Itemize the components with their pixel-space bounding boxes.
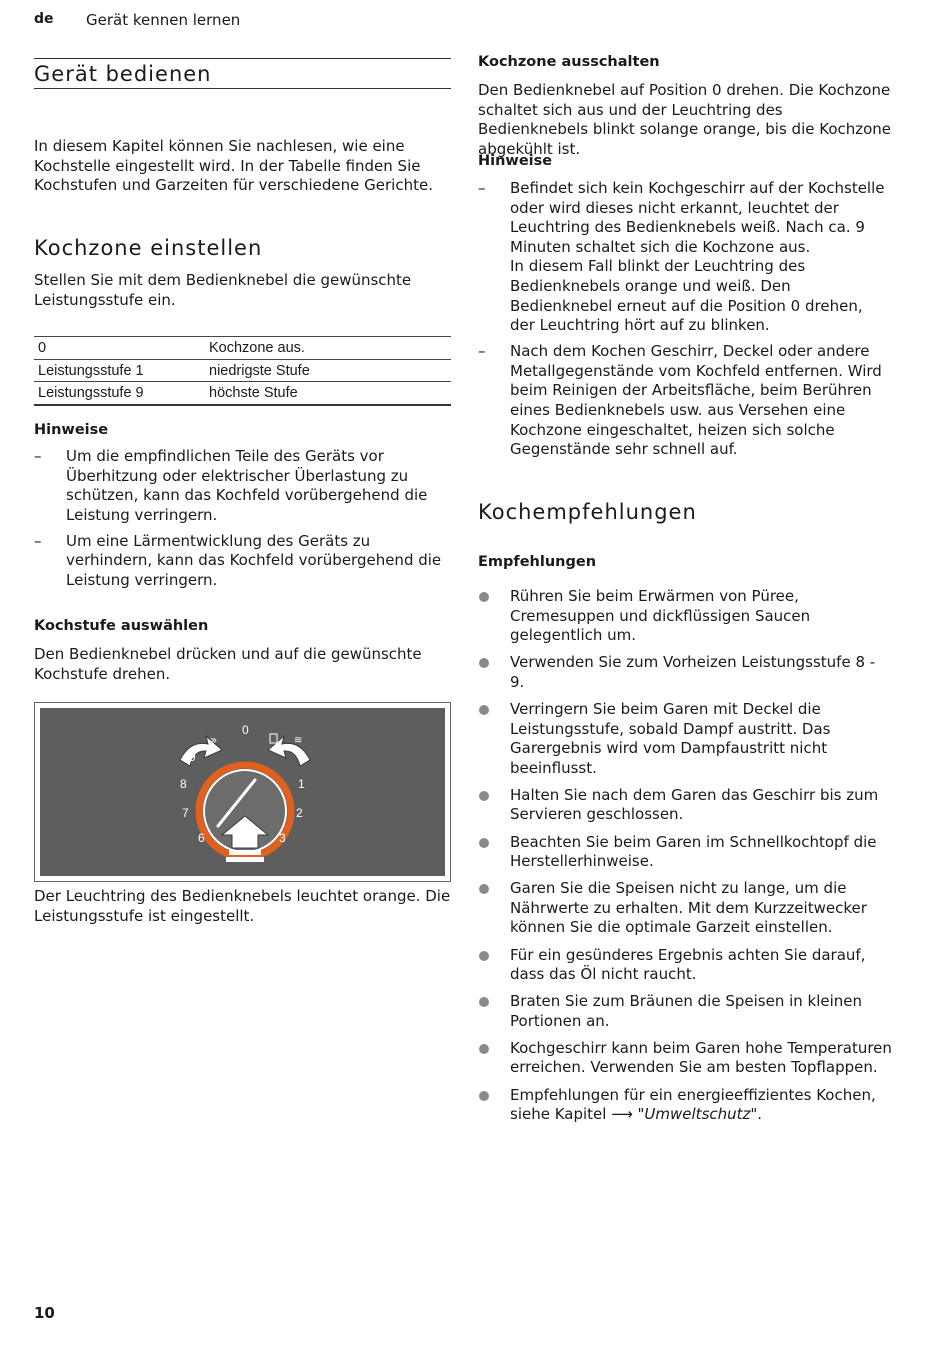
knob-label-2: 2 (296, 806, 303, 820)
hinweise-heading-left: Hinweise (34, 422, 109, 438)
table-cell: Leistungsstufe 9 (38, 384, 144, 401)
rotate-right-arrow-icon (268, 736, 310, 766)
steam-icon: ≋ (294, 735, 303, 746)
table-row (34, 337, 451, 360)
list-item-text: Beachten Sie beim Garen im Schnellkochtopf die Herstellerhinweise. (510, 832, 877, 871)
intro-paragraph: In diesem Kapitel können Sie nachlesen, wie eine Kochstelle eingestellt wird. In der Tabelle finden Sie Kochstufen und Garzeiten für verschiedene Gerichte. (34, 137, 433, 195)
bullet-icon (479, 791, 489, 801)
table-row (34, 382, 451, 405)
list-item (478, 833, 892, 872)
list-item (478, 587, 892, 646)
dash-marker: – (478, 342, 486, 361)
pan-icon (270, 734, 277, 743)
heading-kochzone-ausschalten: Kochzone ausschalten (478, 54, 660, 70)
list-item (478, 653, 892, 692)
title-rule-bottom (34, 88, 451, 89)
list-item-text: Für ein gesünderes Ergebnis achten Sie darauf, dass das Öl nicht raucht. (510, 945, 866, 984)
knob-label-6: 6 (198, 831, 205, 845)
table-cell: 0 (38, 339, 47, 356)
list-item-text: Garen Sie die Speisen nicht zu lange, um die Nährwerte zu erhalten. Mit dem Kurzzeitwecker können Sie die optimale Garzeit einstellen. (510, 879, 867, 937)
chapter-title: Gerät bedienen (34, 62, 212, 86)
arrow-icon: ⟶ (611, 1105, 633, 1124)
list-item (34, 532, 444, 591)
list-item-text: Verringern Sie beim Garen mit Deckel die Leistungsstufe, sobald Dampf austritt. Das Garergebnis wird vom Dampfaustritt nicht beeinflusst. (510, 699, 831, 777)
push-arrow-bar (229, 850, 261, 855)
table-cell: Kochzone aus. (209, 339, 305, 356)
list-item (478, 700, 892, 778)
chapter-reference-link[interactable]: "Umweltschutz" (637, 1105, 758, 1124)
heading-kochstufe: Kochstufe auswählen (34, 618, 209, 634)
push-arrow-bar (226, 857, 264, 862)
table-row (34, 359, 451, 382)
bullet-icon (479, 705, 489, 715)
power-level-table (34, 336, 451, 406)
dash-marker: – (34, 447, 42, 465)
running-header: Gerät kennen lernen (86, 11, 241, 29)
knob-panel (40, 708, 445, 876)
knob-label-7: 7 (182, 806, 189, 820)
heading-empfehlungen: Empfehlungen (478, 554, 597, 570)
knob-figure (34, 702, 451, 882)
knob-label-9: 9 (189, 750, 196, 764)
hinweise-heading-right: Hinweise (478, 153, 553, 169)
bullet-icon (479, 838, 489, 848)
table-cell: Leistungsstufe 1 (38, 362, 144, 379)
knob-label-0: 0 (242, 723, 249, 737)
list-item-text: Halten Sie nach dem Garen das Geschirr bis zum Servieren geschlossen. (510, 785, 879, 824)
bullet-icon (479, 997, 489, 1007)
bullet-icon (479, 884, 489, 894)
table-cell: niedrigste Stufe (209, 362, 310, 379)
bullet-icon (479, 951, 489, 961)
list-item-text: Kochgeschirr kann beim Garen hohe Temperaturen erreichen. Verwenden Sie am besten Topflappen. (510, 1038, 892, 1077)
list-item (478, 1039, 892, 1078)
list-item (478, 342, 892, 460)
boost-icon: » (210, 733, 218, 747)
bullet-icon (479, 592, 489, 602)
ausschalten-paragraph: Den Bedienknebel auf Position 0 drehen. Die Kochzone schaltet sich aus und der Leuchtring des Bedienknebels blinkt solange orange, bis die Kochzone abgekühlt ist. (478, 81, 892, 158)
list-item-text: Um eine Lärmentwicklung des Geräts zu verhindern, kann das Kochfeld vorübergehend die Leistung verringern. (66, 531, 442, 590)
list-item-text: Rühren Sie beim Erwärmen von Püree, Cremesuppen und dickflüssigen Saucen gelegentlich um. (510, 587, 811, 645)
dash-marker: – (34, 531, 42, 550)
list-item (34, 447, 444, 525)
list-item (478, 992, 892, 1031)
bullet-icon (479, 1044, 489, 1054)
bullet-icon (479, 1091, 489, 1101)
list-item-text: Empfehlungen für ein energieeffizientes Kochen, siehe Kapitel (510, 1085, 876, 1124)
table-cell: höchste Stufe (209, 384, 298, 401)
title-rule-top (34, 58, 451, 59)
list-item-text: Befindet sich kein Kochgeschirr auf der Kochstelle oder wird dieses nicht erkannt, leuchtet der Leuchtring des Bedienknebels weiß. Nach ca. 9 Minuten schaltet sich die Kochzone aus. (510, 179, 885, 256)
list-item (478, 786, 892, 825)
list-item-text: Um die empfindlichen Teile des Geräts vor Überhitzung oder elektrischer Überlastung zu schützen, kann das Kochfeld vorübergehend die Leistung verringern. (66, 447, 428, 524)
list-item-text: Verwenden Sie zum Vorheizen Leistungsstufe 8 - 9. (510, 653, 876, 691)
page-number: 10 (34, 1304, 55, 1322)
knob-label-3: 3 (279, 831, 286, 845)
kochzone-paragraph: Stellen Sie mit dem Bedienknebel die gewünschte Leistungsstufe ein. (34, 271, 412, 309)
list-item-text: Nach dem Kochen Geschirr, Deckel oder andere Metallgegenstände vom Kochfeld entfernen. Wird beim Reinigen der Arbeitsfläche, beim Berühren eines Bedienknebels usw. aus Versehen eine Kochzone eingeschaltet, heizen sich solche Gegenstände sehr schnell auf. (510, 342, 882, 459)
knob-label-1: 1 (298, 777, 305, 791)
bullet-icon (479, 658, 489, 668)
heading-kochempfehlungen: Kochempfehlungen (478, 500, 697, 524)
list-item (478, 1086, 892, 1125)
list-item-end: . (757, 1105, 763, 1124)
list-item (478, 879, 892, 938)
list-item (478, 179, 892, 336)
knob-label-8: 8 (180, 777, 187, 791)
hinweise-list-right (478, 179, 892, 466)
kochstufe-paragraph: Den Bedienknebel drücken und auf die gewünschte Kochstufe drehen. (34, 645, 422, 683)
figure-caption-paragraph: Der Leuchtring des Bedienknebels leuchtet orange. Die Leistungsstufe ist eingestellt. (34, 887, 451, 925)
list-item-text: In diesem Fall blinkt der Leuchtring des Bedienknebels orange und weiß. Den Bedienknebel erneut auf die Position 0 drehen, der Leuchtring hört auf zu blinken. (510, 257, 863, 335)
list-item-text: Braten Sie zum Bräunen die Speisen in kleinen Portionen an. (510, 992, 863, 1030)
knob-illustration (40, 708, 445, 876)
list-item (478, 946, 892, 985)
heading-kochzone-einstellen: Kochzone einstellen (34, 236, 263, 260)
hinweise-list-left (34, 447, 444, 597)
recommendations-list (478, 587, 892, 1132)
language-code: de (34, 11, 54, 27)
dash-marker: – (478, 179, 486, 197)
